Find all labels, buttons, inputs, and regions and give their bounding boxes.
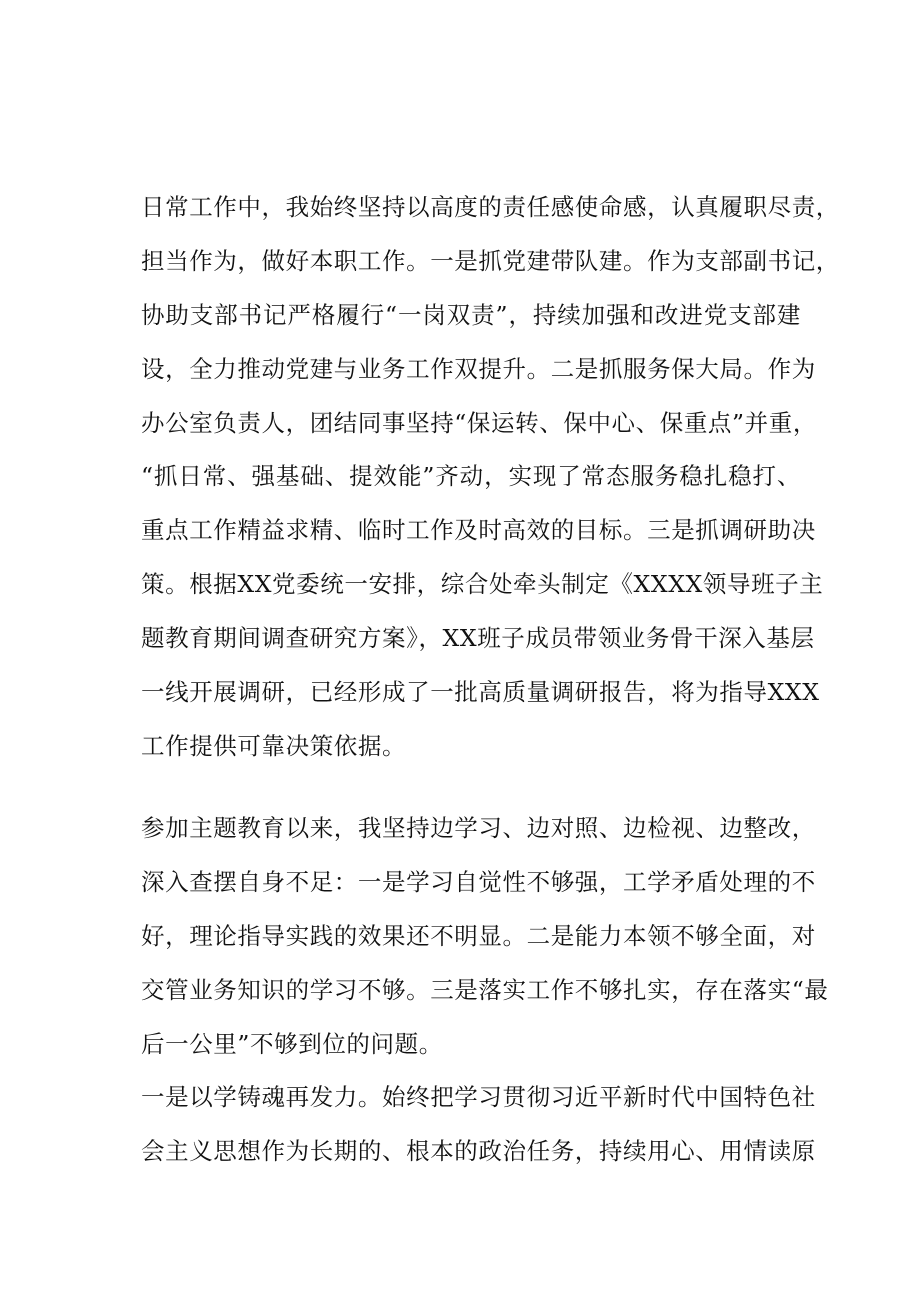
text-line: 担当作为，做好本职工作。一是抓党建带队建。作为支部副书记， — [141, 247, 840, 275]
text-line: 后一公里”不够到位的问题。 — [141, 1030, 443, 1058]
text-line: 题教育期间调查研究方案》，XX班子成员带领业务骨干深入基层 — [141, 624, 815, 652]
text-line: 重点工作精益求精、临时工作及时高效的目标。三是抓调研助决 — [141, 516, 816, 544]
text-line: 日常工作中，我始终坚持以高度的责任感使命感，认真履职尽责， — [141, 193, 840, 221]
text-line: 一是以学铸魂再发力。始终把学习贯彻习近平新时代中国特色社 — [141, 1083, 816, 1111]
text-line: 工作提供可靠决策依据。 — [141, 732, 407, 760]
text-line: 策。根据XX党委统一安排，综合处牵头制定《XXXX领导班子主 — [141, 570, 824, 598]
text-line: 一线开展调研，已经形成了一批高质量调研报告，将为指导XXX — [141, 678, 820, 706]
text-line: 协助支部书记严格履行“一岗双责”，持续加强和改进党支部建 — [141, 301, 801, 329]
text-line: 设，全力推动党建与业务工作双提升。二是抓服务保大局。作为 — [141, 355, 816, 383]
text-line: 好，理论指导实践的效果还不明显。二是能力本领不够全面，对 — [141, 922, 816, 950]
text-line: 办公室负责人，团结同事坚持“保运转、保中心、保重点”并重， — [141, 409, 817, 437]
text-line: 参加主题教育以来，我坚持边学习、边对照、边检视、边整改， — [141, 814, 816, 842]
text-line: 会主义思想作为长期的、根本的政治任务，持续用心、用情读原 — [141, 1137, 816, 1165]
text-line: “抓日常、强基础、提效能”齐动，实现了常态服务稳扎稳打、 — [141, 462, 801, 490]
text-line: 深入查摆自身不足：一是学习自觉性不够强，工学矛盾处理的不 — [141, 868, 816, 896]
text-line: 交管业务知识的学习不够。三是落实工作不够扎实，存在落实“最 — [141, 976, 829, 1004]
